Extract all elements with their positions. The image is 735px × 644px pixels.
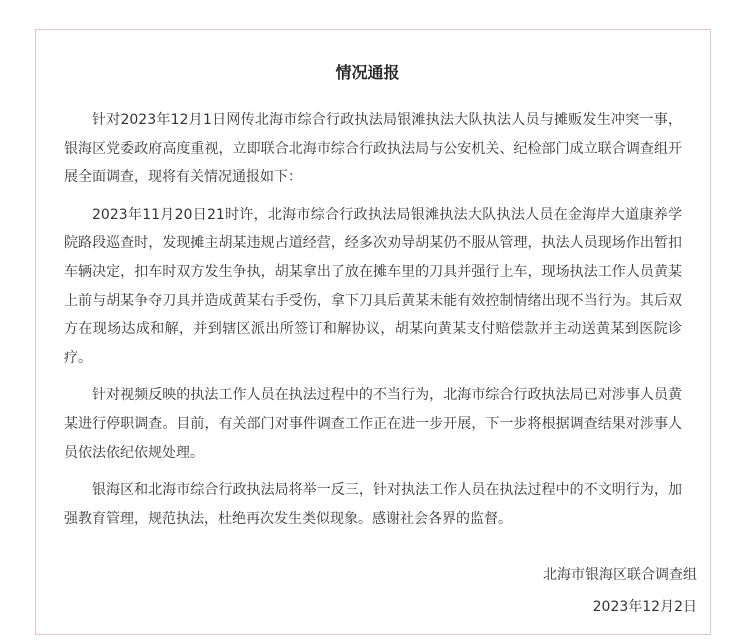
signature-organization: 北海市银海区联合调查组 [543, 567, 697, 583]
paragraph-intro: 针对2023年12月1日网传北海市综合行政执法局银滩执法大队执法人员与摊贩发生冲突一事，银海区党委政府高度重视，立即联合北海市综合行政执法局与公安机关、纪检部门成立联合调查组开展全面调查，现将有关情况通报如下： [64, 112, 682, 186]
paragraph-incident: 2023年11月20日21时许，北海市综合行政执法局银滩执法大队执法人员在金海岸大道康养学院路段巡查时，发现摊主胡某违规占道经营，经多次劝导胡某仍不服从管理，执法人员现场作出暂扣车辆决定，扣车时双方发生争执，胡某拿出了放在摊车里的刀具并强行上车，现场执法工作人员黄某上前与胡某争夺刀具并造成黄某右手受伤，拿下刀具后黄某未能有效控制情绪出现不当行为。其后双方在现场达成和解，并到辖区派出所签订和解协议，胡某向黄某支付赔偿款并主动送黄某到医院诊疗。 [64, 206, 682, 366]
signature-date: 2023年12月2日 [592, 599, 697, 615]
paragraph-closing: 银海区和北海市综合行政执法局将举一反三，针对执法工作人员在执法过程中的不文明行为，加强教育管理，规范执法，杜绝再次发生类似现象。感谢社会各界的监督。 [64, 482, 682, 527]
notice-body [64, 106, 682, 542]
paragraph-action: 针对视频反映的执法工作人员在执法过程中的不当行为，北海市综合行政执法局已对涉事人员黄某进行停职调查。目前，有关部门对事件调查工作正在进一步开展，下一步将根据调查结果对涉事人员依法依纪依规处理。 [64, 387, 682, 461]
notice-title: 情况通报 [335, 63, 400, 82]
